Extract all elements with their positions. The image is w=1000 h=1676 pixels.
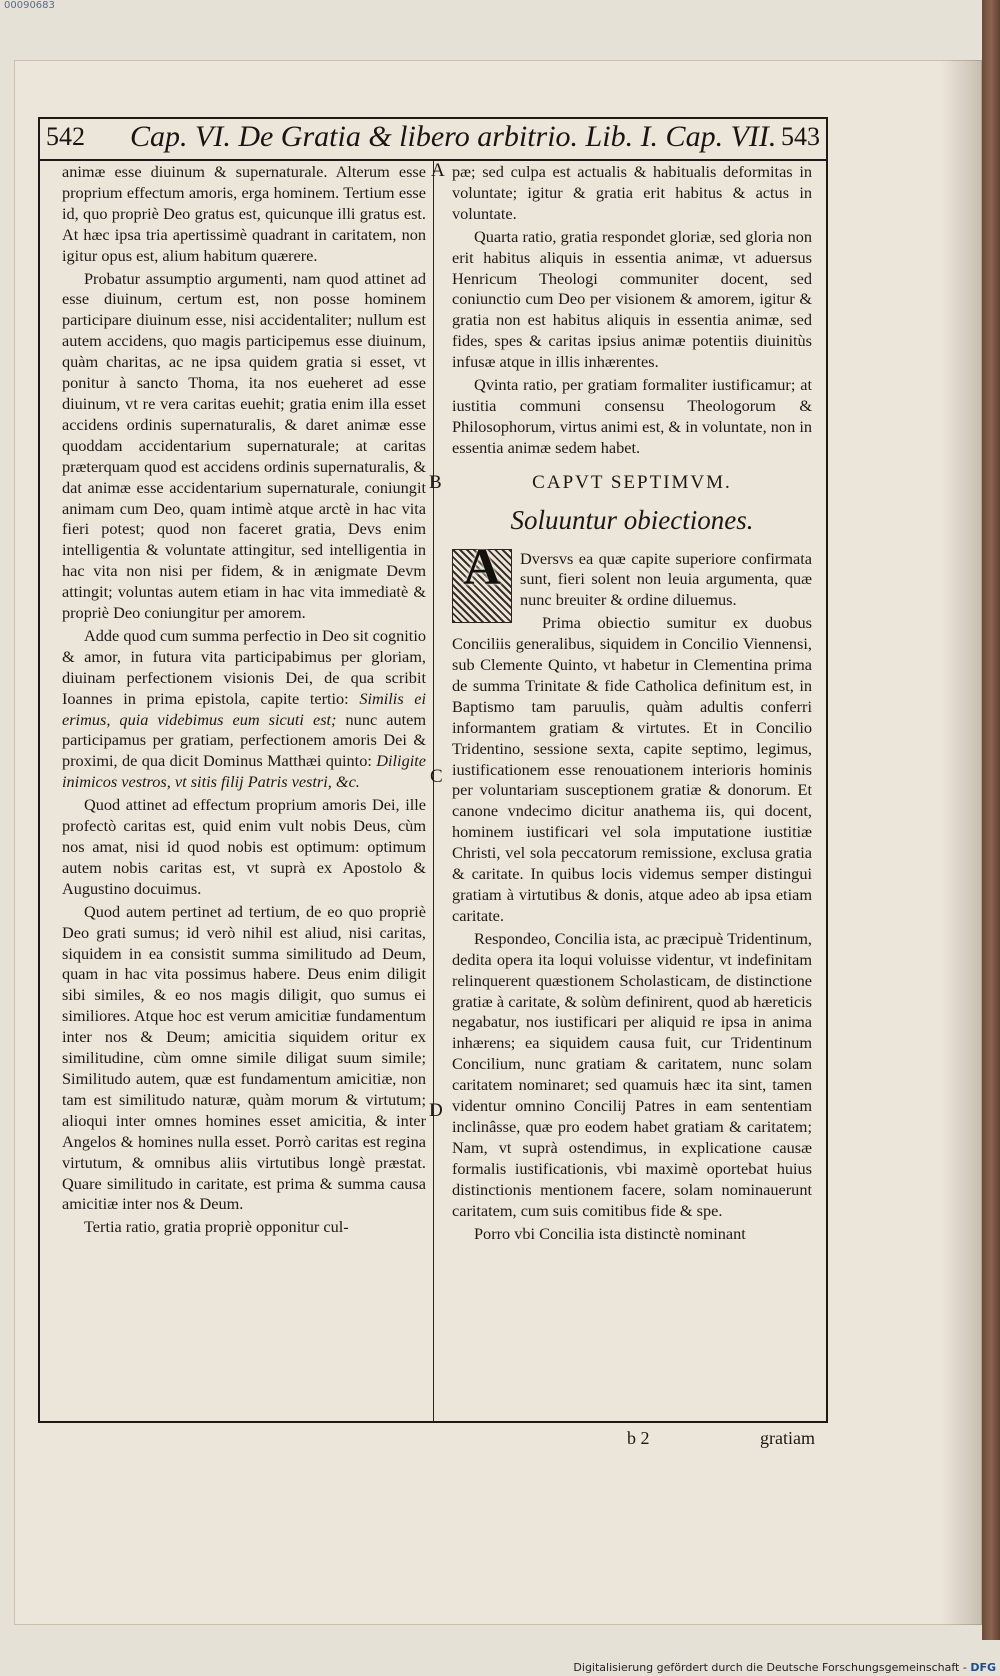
margin-marker-d: D [429,1100,443,1121]
paragraph: Quod autem pertinet ad tertium, de eo quo propriè Deo grati sumus; id verò nihil est aliud, nisi caritas, siquidem in ea consistit summa similitudo ad Deum, quam in hac vita possimus habere. Deus enim diligit sibi similes, & eo nos magis diligit, quo sumus ei similiores. Atque hoc est verum amicitiæ fundamentum inter nos & Deum; amicitia siquidem oritur ex similitudine, cùm omne simile diligat suum simile; Similitudo autem, quæ est fundamentum amicitiæ, non tam est similitudo naturæ, quàm morum & virtutum; alioqui inter omnes homines esset amicitia, & inter Angelos & homines nulla esset. Porrò caritas est regina virtutum, & omnibus aliis virtutibus longè præstat. Quare similitudo in caritate, est prima & summa causa amicitiæ inter nos & Deum. [62,901,426,1214]
left-column [62,162,426,1240]
signature-mark: b 2 [627,1428,650,1448]
paragraph [452,538,812,612]
decorated-initial [452,538,512,623]
margin-marker-b: B [429,472,442,493]
running-head [40,120,824,158]
scripture-quote: Diligite inimicos vestros, vt sitis filij Patris vestri, &c. [62,751,426,792]
page-edge [940,60,982,1625]
chapter-subtitle: Soluuntur obiectiones. [510,504,754,535]
text-span: nunc autem participamus per gratiam, perfectionem amoris Dei & proximi, de qua dicit Dominus Matthæi quinto: [62,709,427,771]
book-spine [982,0,1000,1640]
scripture-quote: Similis ei erimus, quia videbimus eum sicuti est; [62,688,427,729]
paragraph: Quarta ratio, gratia respondet gloriæ, sed gloria non erit habitus aliquis in essentia animæ, vt aduersus Henricum Theologi communiter docent, sed coniunctio cum Deo per visionem & amorem, igitur & gratia non est habitus aliquis in essentia animæ, sed fides, spes & caritas ipsius animæ potentiis diuinitùs infusæ atque in illis inhærentes. [452,226,812,372]
paragraph: Porro vbi Concilia ista distinctè nominant [474,1223,746,1243]
catchword: gratiam [760,1428,815,1448]
paragraph: animæ esse diuinum & supernaturale. Alterum esse proprium effectum amoris, erga hominem. Tertium esse id, quo propriè Deo gratus est, quicunque illi gratus est. At hæc ipsa tria apertissimè quadrant in caritatem, non igitur opus est, alium habitum quærere. [62,162,426,265]
paragraph: Prima obiectio sumitur ex duobus Conciliis generalibus, siquidem in Concilio Viennensi, sub Clemente Quinto, vt habetur in Clementina prima de summa Trinitate & fide Catholica definitum est, in Baptismo tam paruulis, quàm adultis conferri informantem gratiam & virtutes. Et in Concilio Tridentino, sessione sexta, capite septimo, legimus, iustificationem esse renouationem interioris hominis per voluntariam susceptionem gratiæ & donorum. Et canone vndecimo dicitur anathema iis, qui docent, hominem iustificari vel sola imputatione iustitiæ Christi, vel sola peccatorum remissione, exclusa gratia & caritate. In quibus locis videmus semper distingui gratiam à virtutibus & donis, atque adeo ab ipsa etiam caritate. [452,613,812,925]
credit-text: Digitalisierung gefördert durch die Deutsche Forschungsgemeinschaft - [573,1661,967,1674]
text-span: Adde quod cum summa perfectio in Deo sit cognitio & amor, in futura vita participabimus per gloriam, diuinam perfectionem visionis Dei, de qua scribit Ioannes in prima epistola, capite tertio: [62,625,426,708]
paragraph: Respondeo, Concilia ista, ac præcipuè Tridentinum, dedita opera ita loqui voluisse videntur, vt indefinitam relinquerent quæstionem Scholasticam, de distinctione gratiæ à caritate, & solùm definirent, quod ab hæreticis negabatur, nos iustificari per aliquid re ipsa in anima inhærens; ea siquidem causa fuit, cur Tridentinum Concilium, nunc gratiam & caritatem, nunc solam caritatem nominaret; sed quamuis hæc ita sint, tamen videntur omnino Concilij Patres in eam sententiam inclinâsse, quæ pro eodem habet gratiam & caritatem; Nam, vt suprà ostendimus, in explicatione causæ formalis iustificationis, vbi maximè oportebat huius distinctionis mentionem facere, solam nominauerunt caritatem, cum suis comitibus fide & spe. [452,928,812,1220]
digitization-credit [573,1661,996,1674]
paragraph: pæ; sed culpa est actualis & habitualis deformitas in voluntate; igitur & gratia erit habitus & actus in voluntate. [452,162,812,223]
text-span: Dversvs ea quæ capite superiore confirmata sunt, fieri solent non leuia argumenta, quæ nunc breuiter & ordine diluemus. [520,548,812,610]
margin-marker-a: A [431,160,445,181]
page-number-right: 543 [781,122,820,151]
initial-letter: A [463,538,501,596]
column-divider [433,161,434,1421]
dfg-logo: DFG [970,1661,996,1674]
paragraph: Quod attinet ad effectum proprium amoris Dei, ille profectò caritas est, quid enim vult nobis Deus, cùm nos amat, nisi id quod nobis est optimum: optimum autem nobis caritas est, vt suprà ex Apostolo & Augustino docuimus. [62,795,426,898]
chapter-heading: CAPVT SEPTIMVM. [532,471,732,493]
right-column [452,162,812,1246]
paragraph: Tertia ratio, gratia propriè opponitur cul- [84,1217,349,1237]
paragraph: Probatur assumptio argumenti, nam quod attinet ad esse diuinum, certum est, non posse hominem participare diuinum esse, nisi accidentaliter; nullum est autem accidens, quo magis participemus esse diuinum, quàm charitas, ac ne ipsa quidem gratia si esset, vt ponitur à sancto Thoma, ita nos eueheret ad esse diuinum, vt re vera caritas euehit; gratia enim illa esset accidens ordinis supernaturalis, & daret animæ esse quoddam accidentarium supernaturale; at caritas præterquam quod est accidens ordinis supernaturalis, & dat animæ esse accidentarium supernaturale, coniungit animam cum Deo, quam intimè atque arctè in hac vita fieri potest; quod non faceret gratia, Devs enim intelligentia & voluntate attingitur, sed intelligentia in hac vita non nisi per fidem, & in ænigmate Devm attingit; voluntas autem etiam in hac vita immediatè & propriè Deo coniungitur per amorem. [62,268,426,623]
paragraph [62,626,426,793]
page-number-left: 542 [46,122,85,151]
margin-marker-c: C [430,766,443,787]
paragraph: Qvinta ratio, per gratiam formaliter iustificamur; at iustitia communi consensu Theologorum & Philosophorum, virtus animi est, & in voluntate, non in essentia animæ sedem habet. [452,375,812,457]
scan-id: 00090683 [4,0,55,11]
running-title: Cap. VI. De Gratia & libero arbitrio. Lib. I. Cap. VII. [130,120,777,153]
